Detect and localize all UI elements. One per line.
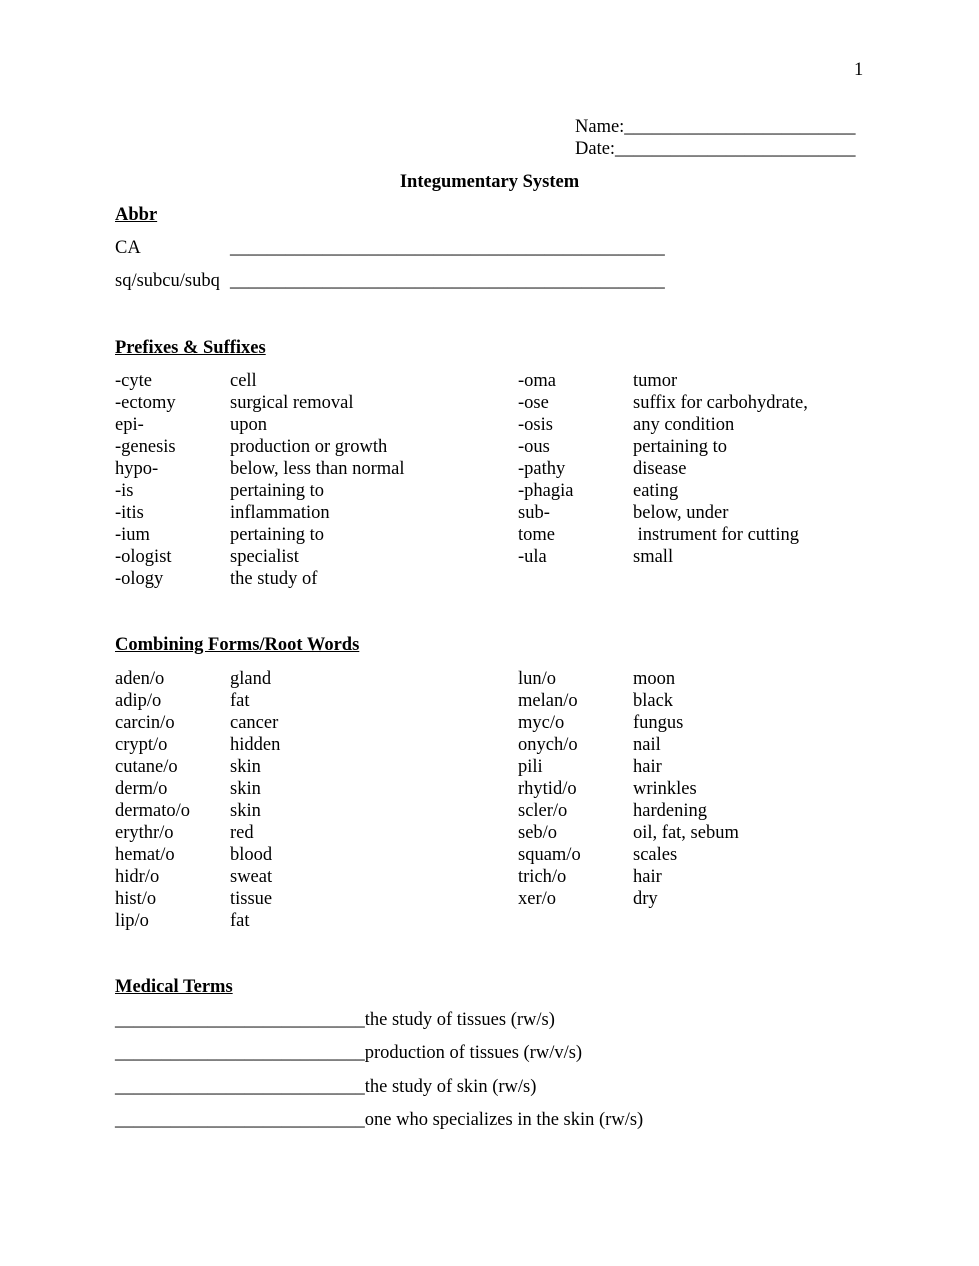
meaning: gland xyxy=(230,669,272,689)
meaning: black xyxy=(633,691,674,711)
prefixes-left-meanings xyxy=(230,370,405,590)
term: -ous xyxy=(518,437,550,457)
meaning: sweat xyxy=(230,867,273,887)
term: -phagia xyxy=(518,481,574,501)
prefixes-right-terms xyxy=(518,370,573,568)
meaning: red xyxy=(230,823,254,843)
term: cutane/o xyxy=(115,757,178,777)
combining-right-terms xyxy=(518,668,581,910)
meaning: the study of xyxy=(230,569,318,589)
term: -ium xyxy=(115,525,150,545)
meaning: scales xyxy=(633,845,678,865)
meaning: specialist xyxy=(230,547,299,567)
term: xer/o xyxy=(518,889,557,909)
abbr-answer-blank[interactable]: _______________________________________________ xyxy=(230,271,665,291)
meaning: skin xyxy=(230,757,261,777)
term: -ology xyxy=(115,569,164,589)
combining-left-meanings xyxy=(230,668,280,932)
meaning: pertaining to xyxy=(230,481,325,501)
term: hypo- xyxy=(115,459,159,479)
combining-left-terms xyxy=(115,668,190,932)
prefixes-suffixes-heading: Prefixes & Suffixes xyxy=(115,338,266,358)
meaning: fungus xyxy=(633,713,684,733)
meaning: skin xyxy=(230,779,261,799)
meaning: dry xyxy=(633,889,658,909)
term: -genesis xyxy=(115,437,176,457)
meaning: cell xyxy=(230,371,257,391)
abbr-heading: Abbr xyxy=(115,205,158,225)
meaning: cancer xyxy=(230,713,279,733)
term: -cyte xyxy=(115,371,152,391)
term: -osis xyxy=(518,415,553,435)
term: tome xyxy=(518,525,555,545)
term: adip/o xyxy=(115,691,162,711)
combining-right-meanings xyxy=(633,668,739,910)
medical-terms-heading: Medical Terms xyxy=(115,977,233,997)
meaning: hair xyxy=(633,757,662,777)
prefixes-right-meanings xyxy=(633,370,808,568)
meaning: oil, fat, sebum xyxy=(633,823,739,843)
meaning: disease xyxy=(633,459,687,479)
page-number: 1 xyxy=(854,60,864,80)
meaning: hardening xyxy=(633,801,707,821)
meaning: surgical removal xyxy=(230,393,354,413)
term: lip/o xyxy=(115,911,149,931)
term: erythr/o xyxy=(115,823,174,843)
meaning: below, less than normal xyxy=(230,459,405,479)
term: hist/o xyxy=(115,889,157,909)
term: hemat/o xyxy=(115,845,175,865)
meaning: pertaining to xyxy=(633,437,728,457)
meaning: any condition xyxy=(633,415,735,435)
meaning: tumor xyxy=(633,371,678,391)
term: onych/o xyxy=(518,735,578,755)
medical-term-blank[interactable]: ___________________________the study of skin (rw/s) xyxy=(115,1077,537,1097)
meaning: fat xyxy=(230,911,250,931)
term: sub- xyxy=(518,503,550,523)
term: -oma xyxy=(518,371,557,391)
term: pili xyxy=(518,757,543,777)
term: squam/o xyxy=(518,845,581,865)
term: dermato/o xyxy=(115,801,191,821)
meaning: small xyxy=(633,547,674,567)
meaning: upon xyxy=(230,415,267,435)
term: rhytid/o xyxy=(518,779,577,799)
term: derm/o xyxy=(115,779,168,799)
meaning: instrument for cutting xyxy=(633,525,799,545)
meaning: fat xyxy=(230,691,250,711)
meaning: skin xyxy=(230,801,261,821)
term: -ologist xyxy=(115,547,172,567)
term: -ula xyxy=(518,547,547,567)
term: hidr/o xyxy=(115,867,160,887)
meaning: nail xyxy=(633,735,661,755)
meaning: production or growth xyxy=(230,437,388,457)
meaning: below, under xyxy=(633,503,729,523)
abbr-term: sq/subcu/subq xyxy=(115,271,220,291)
page-title: Integumentary System xyxy=(399,172,580,192)
term: melan/o xyxy=(518,691,578,711)
meaning: wrinkles xyxy=(633,779,697,799)
date-field[interactable]: Date:__________________________ xyxy=(575,139,856,159)
medical-term-blank[interactable]: ___________________________the study of tissues (rw/s) xyxy=(115,1010,555,1030)
term: -ose xyxy=(518,393,549,413)
abbr-term: CA xyxy=(115,238,141,258)
meaning: hidden xyxy=(230,735,281,755)
term: -is xyxy=(115,481,134,501)
medical-term-blank[interactable]: ___________________________production of tissues (rw/v/s) xyxy=(115,1043,583,1063)
abbr-answer-blank[interactable]: _______________________________________________ xyxy=(230,238,665,258)
meaning: pertaining to xyxy=(230,525,325,545)
meaning: inflammation xyxy=(230,503,330,523)
combining-forms-heading: Combining Forms/Root Words xyxy=(115,635,360,655)
term: crypt/o xyxy=(115,735,168,755)
term: scler/o xyxy=(518,801,568,821)
term: -itis xyxy=(115,503,144,523)
meaning: blood xyxy=(230,845,273,865)
term: -pathy xyxy=(518,459,566,479)
term: trich/o xyxy=(518,867,567,887)
term: -ectomy xyxy=(115,393,176,413)
meaning: suffix for carbohydrate, xyxy=(633,393,808,413)
meaning: eating xyxy=(633,481,679,501)
term: lun/o xyxy=(518,669,557,689)
term: epi- xyxy=(115,415,144,435)
meaning: hair xyxy=(633,867,662,887)
term: seb/o xyxy=(518,823,558,843)
medical-term-blank[interactable]: ___________________________one who specializes in the skin (rw/s) xyxy=(115,1110,644,1130)
name-field[interactable]: Name:_________________________ xyxy=(575,117,856,137)
term: carcin/o xyxy=(115,713,175,733)
prefixes-left-terms xyxy=(115,370,176,590)
meaning: tissue xyxy=(230,889,273,909)
term: aden/o xyxy=(115,669,165,689)
meaning: moon xyxy=(633,669,676,689)
term: myc/o xyxy=(518,713,565,733)
